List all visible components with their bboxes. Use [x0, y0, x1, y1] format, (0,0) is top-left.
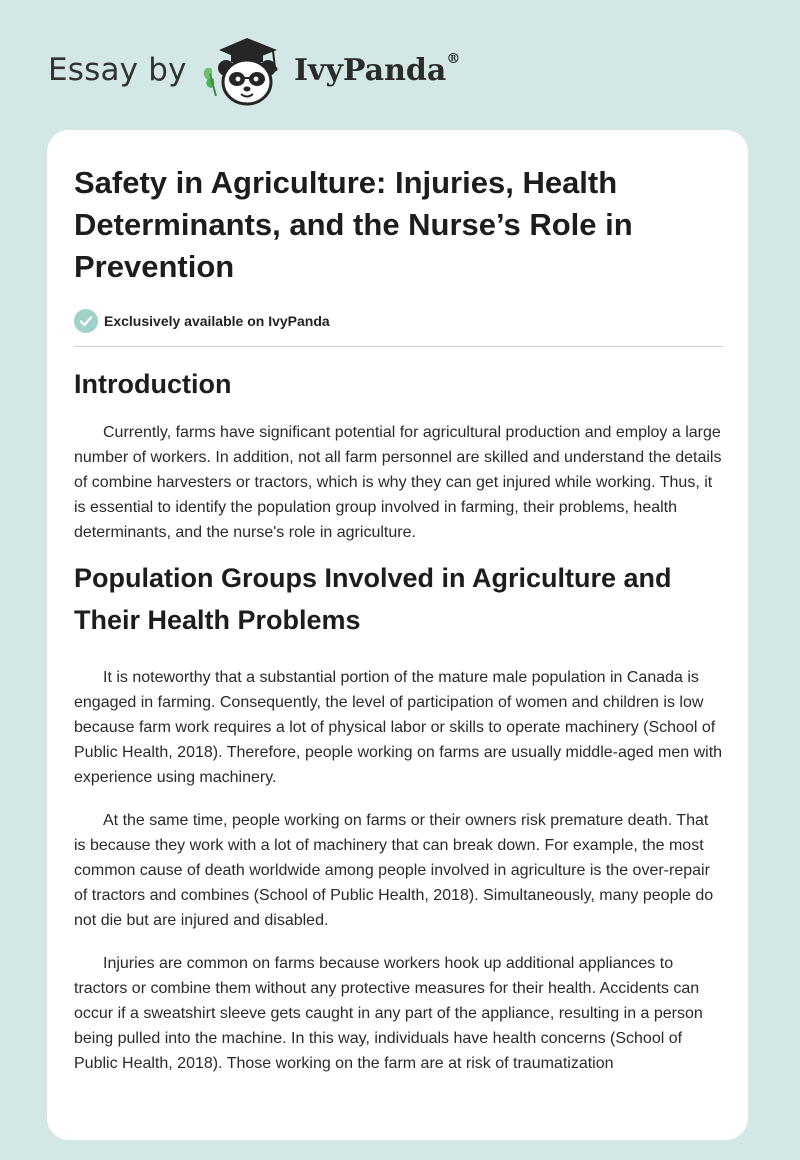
paragraph: Currently, farms have significant potential for agricultural production and employ a large number of workers. In addition, not all farm personnel are skilled and understand the details of combine harvesters or tractors, which is why they can get injured while working. Thus, it is essential to identify the population group involved in farming, their problems, health determinants, and the nurse's role in agriculture. [74, 424, 722, 541]
paragraph: Injuries are common on farms because workers hook up additional appliances to tractors or combine them without any protective measures for their health. Accidents can occur if a sweatshirt sleeve gets caught in any part of the appliance, resulting in a person being pulled into the machine. In this way, individuals have health concerns (School of Public Health, 2018). Those working on the farm are at risk of traumatization [74, 955, 703, 1072]
brand-logo-text[interactable] [294, 53, 460, 88]
exclusive-badge-label: Exclusively available on IvyPanda [104, 313, 330, 329]
section-heading-population-groups: Population Groups Involved in Agriculture and Their Health Problems [74, 563, 672, 635]
exclusive-badge [74, 309, 723, 333]
title-divider [74, 346, 723, 347]
article-title: Safety in Agriculture: Injuries, Health Determinants, and the Nurse’s Role in Prevention [74, 165, 633, 284]
paragraph: At the same time, people working on farms or their owners risk premature death. That is because they work with a lot of machinery that can break down. For example, the most common cause of death worldwide among people involved in agriculture is the over-repair of tractors and combines (School of Public Health, 2018). Simultaneously, many people do not die but are injured and disabled. [74, 812, 714, 929]
essay-by-label: Essay by [48, 52, 187, 88]
brand-name: IvyPanda [294, 53, 447, 88]
section-heading-introduction: Introduction [74, 369, 232, 399]
article-card [47, 130, 748, 1140]
check-circle-icon [74, 309, 98, 333]
registered-mark: ® [446, 51, 461, 67]
panda-graduate-icon[interactable] [199, 36, 289, 110]
article-body [74, 162, 723, 1076]
site-header [0, 0, 800, 130]
paragraph: It is noteworthy that a substantial portion of the mature male population in Canada is engaged in farming. Consequently, the level of participation of women and children is low because farm work requires a lot of physical labor or skills to operate machinery (School of Public Health, 2018). Therefore, people working on farms are usually middle-aged men with experience using machinery. [74, 669, 723, 786]
